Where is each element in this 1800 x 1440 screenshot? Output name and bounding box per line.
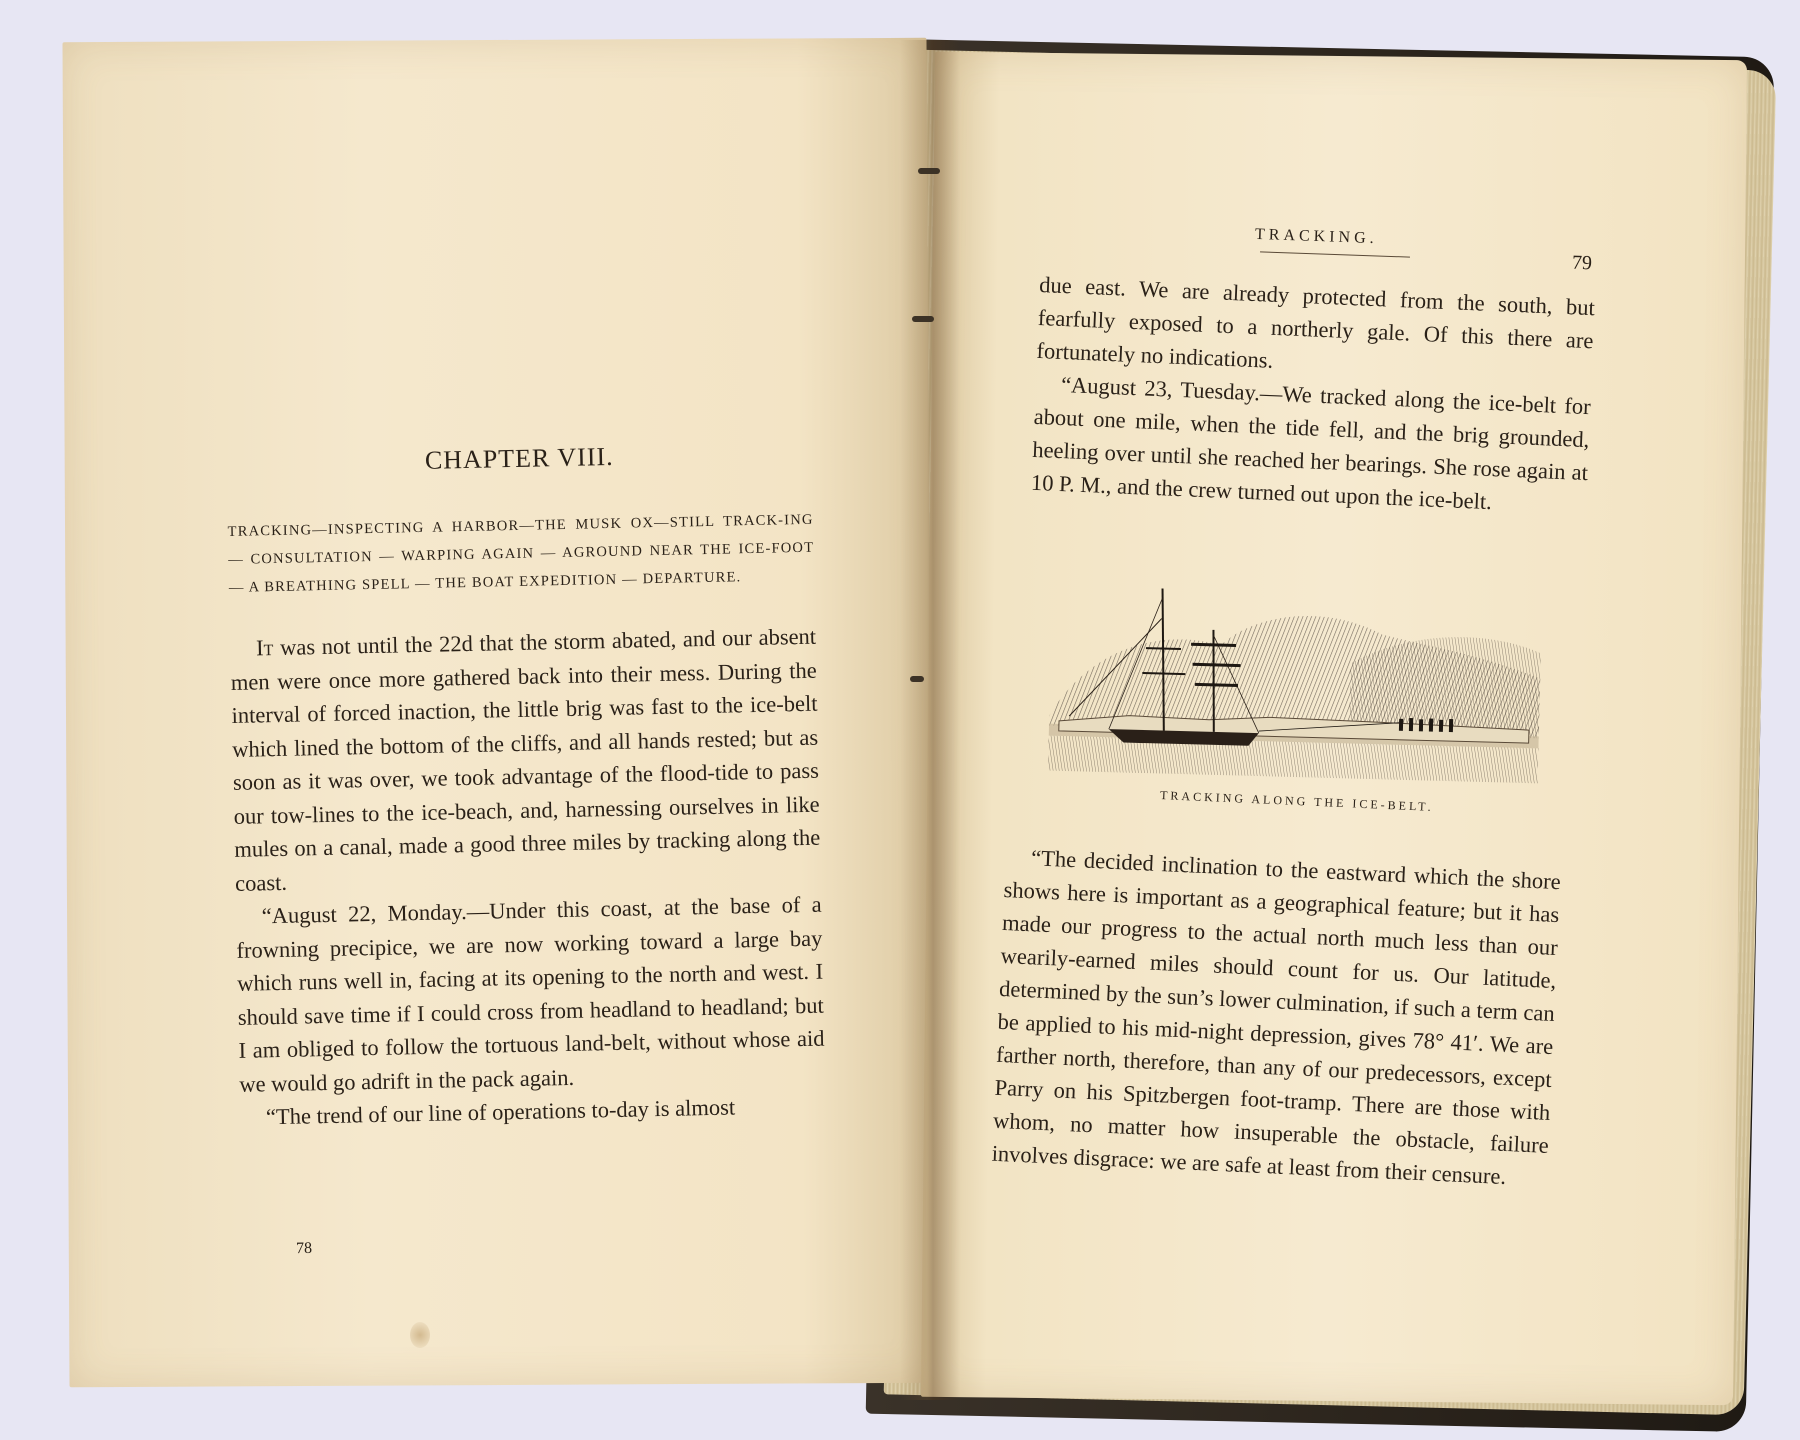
chapter-synopsis: TRACKING—INSPECTING A HARBOR—THE MUSK OX—STILL TRACK-ING — CONSULTATION — WARPING AGAIN — AGROUND NEAR THE ICE-FOOT — A BREATHING SPELL — THE BOAT EXPEDITION — DEPARTURE. [227, 511, 815, 596]
body-paragraph: “The trend of our line of operations to-day is almost [265, 1094, 736, 1130]
right-page-text-top [1030, 268, 1595, 522]
body-paragraph: due east. We are already protected from the south, but fearfully exposed to a northerly gale. Of this there are fortunately no indications. [1036, 271, 1596, 373]
paragraph-text: was not until the 22d that the storm abated, and our absent men were once more gathered back into their mess. During the interval of forced inaction, the little brig was fast to the ice-belt which lined the bottom of the cliffs, and all hands rested; but as soon as it was over, we took advantage of the flood-tide to pass our tow-lines to the ice-beach, and, harnessing ourselves in like mules on a canal, made a good three miles by tracking along the coast. [230, 623, 821, 896]
page-number-right: 79 [1571, 251, 1593, 275]
paragraph-opening-word: It [255, 635, 274, 661]
body-paragraph: “The decided inclination to the eastward which the shore shows here is important as a geographical feature; but it has made our progress to the actual north much less than our wearily-earned miles should count for us. Our latitude, determined by the sun’s lower culmination, if such a term can be applied to his mid-night depression, gives 78° 41′. We are farther north, therefore, than any of our predecessors, except Parry on his Spitzbergen foot-tramp. There are those with whom, no matter how insuperable the obstacle, failure involves disgrace: we are safe at least from their censure. [991, 845, 1562, 1190]
illustration-caption: TRACKING ALONG THE ICE-BELT. [1159, 788, 1434, 814]
gutter-shadow [900, 40, 960, 1400]
chapter-title: CHAPTER VIII. [424, 441, 614, 475]
right-page-text-bottom [991, 840, 1561, 1195]
body-paragraph [230, 620, 821, 900]
paper-stain [410, 1322, 430, 1348]
ship-engraving [1048, 586, 1543, 789]
running-head: TRACKING. [1254, 225, 1378, 248]
binding-stitch [912, 316, 934, 322]
binding-stitch [910, 676, 924, 682]
page-number-left: 78 [295, 1239, 313, 1258]
body-paragraph: “August 22, Monday.—Under this coast, at the base of a frowning precipice, we are now working toward a large bay which runs well in, facing at its opening to the north and west. I should save time if I could cross from headland to headland; but I am obliged to follow the tortuous land-belt, without whose aid we would go adrift in the pack again. [236, 891, 825, 1097]
body-paragraph: “August 23, Tuesday.—We tracked along the ice-belt for about one mile, when the tide fell, and the brig grounded, heeling over until she reached her bearings. She rose again at 10 P. M., and the crew turned out upon the ice-belt. [1030, 371, 1592, 515]
left-page-text [226, 438, 826, 1135]
binding-stitch [918, 168, 940, 174]
